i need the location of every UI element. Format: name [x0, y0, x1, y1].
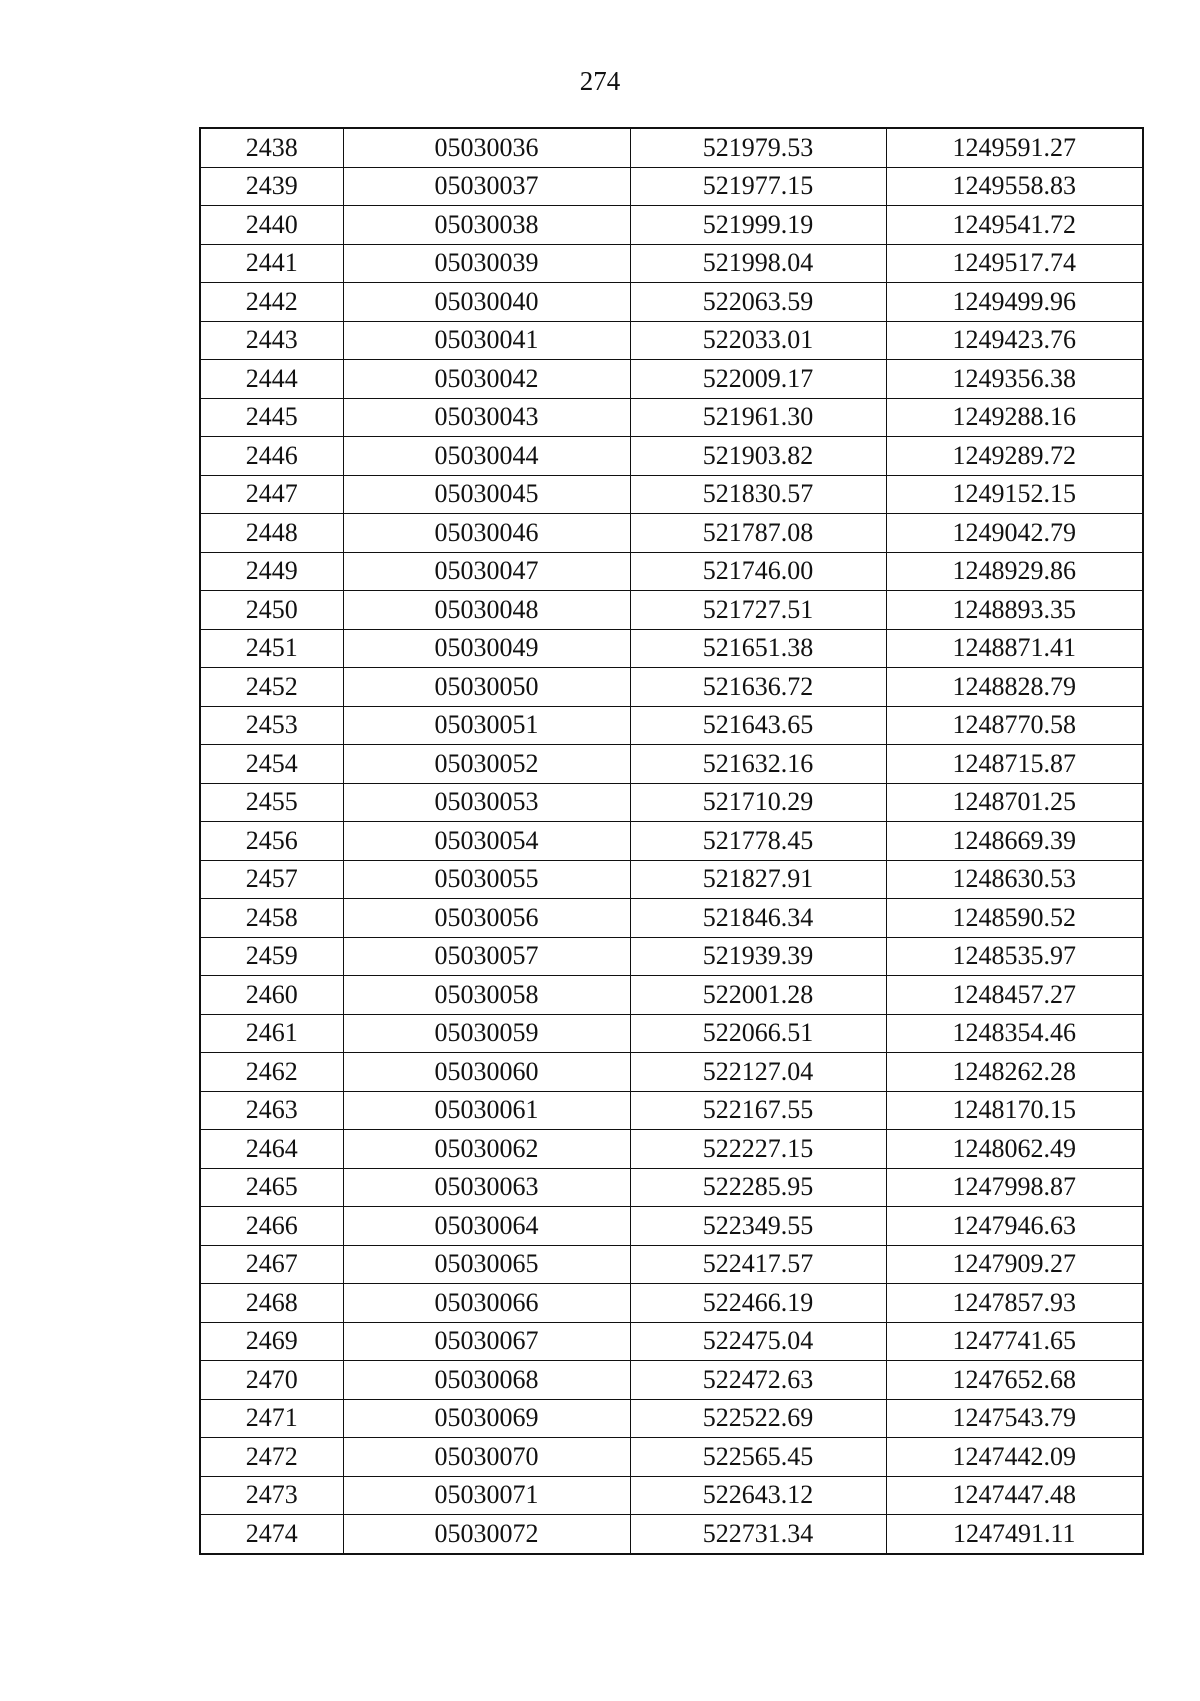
point-code-cell: 05030047: [343, 552, 630, 591]
coordinate-y-cell: 1249356.38: [886, 360, 1143, 399]
point-code-cell: 05030063: [343, 1168, 630, 1207]
table-row: [200, 629, 1143, 668]
coordinate-x-cell: 522167.55: [630, 1091, 886, 1130]
coordinate-y-cell: 1248770.58: [886, 706, 1143, 745]
table-row: [200, 822, 1143, 861]
point-code-cell: 05030049: [343, 629, 630, 668]
coordinate-x-cell: 521727.51: [630, 591, 886, 630]
coordinate-x-cell: 522522.69: [630, 1399, 886, 1438]
row-number-cell: 2444: [200, 360, 343, 399]
row-number-cell: 2438: [200, 128, 343, 167]
coordinate-y-cell: 1248701.25: [886, 783, 1143, 822]
row-number-cell: 2448: [200, 514, 343, 553]
coordinate-y-cell: 1249042.79: [886, 514, 1143, 553]
coordinate-y-cell: 1248262.28: [886, 1053, 1143, 1092]
row-number-cell: 2468: [200, 1284, 343, 1323]
point-code-cell: 05030041: [343, 321, 630, 360]
table-row: [200, 1438, 1143, 1477]
point-code-cell: 05030056: [343, 899, 630, 938]
row-number-cell: 2443: [200, 321, 343, 360]
table-row: [200, 783, 1143, 822]
coordinate-x-cell: 521778.45: [630, 822, 886, 861]
table-row: [200, 552, 1143, 591]
point-code-cell: 05030052: [343, 745, 630, 784]
coordinate-x-cell: 521651.38: [630, 629, 886, 668]
point-code-cell: 05030072: [343, 1515, 630, 1554]
table-row: [200, 1476, 1143, 1515]
row-number-cell: 2450: [200, 591, 343, 630]
table-row: [200, 475, 1143, 514]
coordinate-y-cell: 1248929.86: [886, 552, 1143, 591]
table-row: [200, 591, 1143, 630]
coordinate-y-cell: 1248590.52: [886, 899, 1143, 938]
table-row: [200, 937, 1143, 976]
row-number-cell: 2439: [200, 167, 343, 206]
table-row: [200, 976, 1143, 1015]
coordinate-x-cell: 522349.55: [630, 1207, 886, 1246]
row-number-cell: 2456: [200, 822, 343, 861]
coordinates-table: [199, 127, 1144, 1555]
coordinates-table-container: [199, 127, 1142, 1555]
row-number-cell: 2451: [200, 629, 343, 668]
point-code-cell: 05030051: [343, 706, 630, 745]
point-code-cell: 05030042: [343, 360, 630, 399]
coordinate-x-cell: 521746.00: [630, 552, 886, 591]
point-code-cell: 05030036: [343, 128, 630, 167]
table-row: [200, 1207, 1143, 1246]
row-number-cell: 2465: [200, 1168, 343, 1207]
row-number-cell: 2473: [200, 1476, 343, 1515]
point-code-cell: 05030053: [343, 783, 630, 822]
coordinate-x-cell: 522472.63: [630, 1361, 886, 1400]
coordinate-y-cell: 1247652.68: [886, 1361, 1143, 1400]
coordinate-x-cell: 522063.59: [630, 283, 886, 322]
table-row: [200, 1284, 1143, 1323]
table-row: [200, 1168, 1143, 1207]
coordinate-x-cell: 522227.15: [630, 1130, 886, 1169]
table-row: [200, 1515, 1143, 1554]
coordinate-x-cell: 522466.19: [630, 1284, 886, 1323]
row-number-cell: 2446: [200, 437, 343, 476]
row-number-cell: 2442: [200, 283, 343, 322]
point-code-cell: 05030046: [343, 514, 630, 553]
coordinate-x-cell: 521846.34: [630, 899, 886, 938]
table-row: [200, 1361, 1143, 1400]
table-row: [200, 860, 1143, 899]
table-row: [200, 668, 1143, 707]
point-code-cell: 05030037: [343, 167, 630, 206]
coordinate-y-cell: 1248669.39: [886, 822, 1143, 861]
coordinate-y-cell: 1248062.49: [886, 1130, 1143, 1169]
point-code-cell: 05030050: [343, 668, 630, 707]
table-row: [200, 128, 1143, 167]
row-number-cell: 2466: [200, 1207, 343, 1246]
coordinate-y-cell: 1247543.79: [886, 1399, 1143, 1438]
row-number-cell: 2445: [200, 398, 343, 437]
row-number-cell: 2461: [200, 1014, 343, 1053]
coordinate-y-cell: 1249288.16: [886, 398, 1143, 437]
point-code-cell: 05030054: [343, 822, 630, 861]
table-row: [200, 167, 1143, 206]
point-code-cell: 05030066: [343, 1284, 630, 1323]
coordinate-y-cell: 1247447.48: [886, 1476, 1143, 1515]
row-number-cell: 2447: [200, 475, 343, 514]
table-row: [200, 1091, 1143, 1130]
table-row: [200, 899, 1143, 938]
coordinate-x-cell: 522565.45: [630, 1438, 886, 1477]
table-row: [200, 244, 1143, 283]
coordinate-x-cell: 522731.34: [630, 1515, 886, 1554]
row-number-cell: 2455: [200, 783, 343, 822]
table-row: [200, 1014, 1143, 1053]
row-number-cell: 2457: [200, 860, 343, 899]
coordinate-x-cell: 522417.57: [630, 1245, 886, 1284]
row-number-cell: 2459: [200, 937, 343, 976]
point-code-cell: 05030040: [343, 283, 630, 322]
point-code-cell: 05030067: [343, 1322, 630, 1361]
point-code-cell: 05030043: [343, 398, 630, 437]
coordinate-y-cell: 1248828.79: [886, 668, 1143, 707]
row-number-cell: 2464: [200, 1130, 343, 1169]
coordinate-y-cell: 1249423.76: [886, 321, 1143, 360]
coordinate-y-cell: 1247909.27: [886, 1245, 1143, 1284]
coordinate-y-cell: 1248893.35: [886, 591, 1143, 630]
coordinate-y-cell: 1247491.11: [886, 1515, 1143, 1554]
coordinate-y-cell: 1248715.87: [886, 745, 1143, 784]
coordinate-y-cell: 1247998.87: [886, 1168, 1143, 1207]
point-code-cell: 05030061: [343, 1091, 630, 1130]
coordinate-x-cell: 521787.08: [630, 514, 886, 553]
coordinate-x-cell: 521710.29: [630, 783, 886, 822]
row-number-cell: 2463: [200, 1091, 343, 1130]
coordinate-x-cell: 521903.82: [630, 437, 886, 476]
coordinate-y-cell: 1249289.72: [886, 437, 1143, 476]
point-code-cell: 05030071: [343, 1476, 630, 1515]
coordinate-x-cell: 522127.04: [630, 1053, 886, 1092]
coordinate-x-cell: 521636.72: [630, 668, 886, 707]
point-code-cell: 05030038: [343, 206, 630, 245]
table-row: [200, 1130, 1143, 1169]
coordinate-y-cell: 1248535.97: [886, 937, 1143, 976]
row-number-cell: 2471: [200, 1399, 343, 1438]
coordinate-y-cell: 1249517.74: [886, 244, 1143, 283]
coordinate-x-cell: 521998.04: [630, 244, 886, 283]
coordinate-y-cell: 1248630.53: [886, 860, 1143, 899]
table-row: [200, 206, 1143, 245]
row-number-cell: 2441: [200, 244, 343, 283]
point-code-cell: 05030065: [343, 1245, 630, 1284]
coordinate-y-cell: 1248170.15: [886, 1091, 1143, 1130]
point-code-cell: 05030048: [343, 591, 630, 630]
coordinate-y-cell: 1249541.72: [886, 206, 1143, 245]
coordinate-y-cell: 1248354.46: [886, 1014, 1143, 1053]
coordinate-x-cell: 522643.12: [630, 1476, 886, 1515]
coordinate-x-cell: 521977.15: [630, 167, 886, 206]
point-code-cell: 05030069: [343, 1399, 630, 1438]
table-row: [200, 283, 1143, 322]
row-number-cell: 2472: [200, 1438, 343, 1477]
coordinate-y-cell: 1249499.96: [886, 283, 1143, 322]
table-body: [200, 128, 1143, 1554]
row-number-cell: 2470: [200, 1361, 343, 1400]
row-number-cell: 2462: [200, 1053, 343, 1092]
table-row: [200, 1322, 1143, 1361]
row-number-cell: 2452: [200, 668, 343, 707]
coordinate-x-cell: 521961.30: [630, 398, 886, 437]
coordinate-x-cell: 522033.01: [630, 321, 886, 360]
coordinate-y-cell: 1247857.93: [886, 1284, 1143, 1323]
table-row: [200, 321, 1143, 360]
point-code-cell: 05030039: [343, 244, 630, 283]
coordinate-x-cell: 521830.57: [630, 475, 886, 514]
table-row: [200, 360, 1143, 399]
coordinate-x-cell: 522285.95: [630, 1168, 886, 1207]
point-code-cell: 05030044: [343, 437, 630, 476]
coordinate-y-cell: 1249591.27: [886, 128, 1143, 167]
coordinate-y-cell: 1247741.65: [886, 1322, 1143, 1361]
page-number: 274: [579, 66, 621, 96]
coordinate-x-cell: 522066.51: [630, 1014, 886, 1053]
coordinate-x-cell: 521999.19: [630, 206, 886, 245]
coordinate-x-cell: 522009.17: [630, 360, 886, 399]
coordinate-x-cell: 521643.65: [630, 706, 886, 745]
table-row: [200, 437, 1143, 476]
point-code-cell: 05030064: [343, 1207, 630, 1246]
point-code-cell: 05030062: [343, 1130, 630, 1169]
row-number-cell: 2458: [200, 899, 343, 938]
table-row: [200, 706, 1143, 745]
table-row: [200, 1053, 1143, 1092]
table-row: [200, 398, 1143, 437]
coordinate-y-cell: 1249558.83: [886, 167, 1143, 206]
point-code-cell: 05030070: [343, 1438, 630, 1477]
coordinate-x-cell: 521632.16: [630, 745, 886, 784]
point-code-cell: 05030055: [343, 860, 630, 899]
coordinate-y-cell: 1249152.15: [886, 475, 1143, 514]
coordinate-x-cell: 521979.53: [630, 128, 886, 167]
table-row: [200, 1245, 1143, 1284]
coordinate-x-cell: 522001.28: [630, 976, 886, 1015]
point-code-cell: 05030060: [343, 1053, 630, 1092]
coordinate-x-cell: 521939.39: [630, 937, 886, 976]
row-number-cell: 2453: [200, 706, 343, 745]
row-number-cell: 2454: [200, 745, 343, 784]
table-row: [200, 1399, 1143, 1438]
row-number-cell: 2449: [200, 552, 343, 591]
row-number-cell: 2440: [200, 206, 343, 245]
row-number-cell: 2469: [200, 1322, 343, 1361]
row-number-cell: 2460: [200, 976, 343, 1015]
point-code-cell: 05030045: [343, 475, 630, 514]
coordinate-y-cell: 1248457.27: [886, 976, 1143, 1015]
coordinate-y-cell: 1247946.63: [886, 1207, 1143, 1246]
coordinate-x-cell: 522475.04: [630, 1322, 886, 1361]
coordinate-y-cell: 1247442.09: [886, 1438, 1143, 1477]
coordinate-x-cell: 521827.91: [630, 860, 886, 899]
point-code-cell: 05030057: [343, 937, 630, 976]
coordinate-y-cell: 1248871.41: [886, 629, 1143, 668]
point-code-cell: 05030058: [343, 976, 630, 1015]
row-number-cell: 2474: [200, 1515, 343, 1554]
point-code-cell: 05030059: [343, 1014, 630, 1053]
table-row: [200, 514, 1143, 553]
point-code-cell: 05030068: [343, 1361, 630, 1400]
row-number-cell: 2467: [200, 1245, 343, 1284]
table-row: [200, 745, 1143, 784]
